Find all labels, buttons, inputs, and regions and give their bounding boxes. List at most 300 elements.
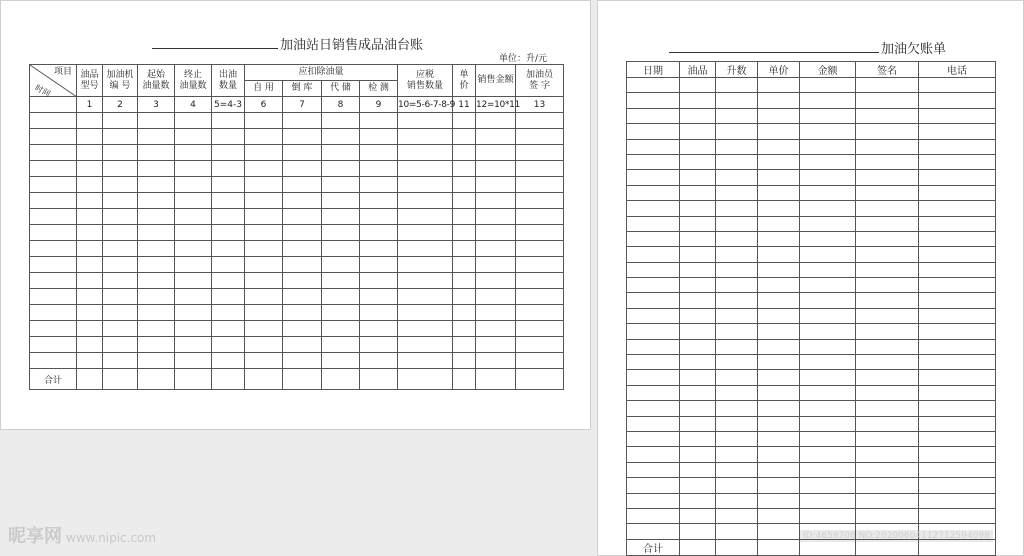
credit-cell[interactable] [627, 262, 680, 277]
credit-cell[interactable] [758, 493, 800, 508]
ledger-cell[interactable] [476, 177, 516, 193]
ledger-cell[interactable] [77, 129, 103, 145]
ledger-cell[interactable] [360, 305, 398, 321]
ledger-cell[interactable] [138, 161, 175, 177]
ledger-cell[interactable] [453, 209, 476, 225]
ledger-total-cell[interactable] [212, 369, 245, 390]
ledger-cell[interactable] [453, 353, 476, 369]
ledger-cell[interactable] [138, 337, 175, 353]
credit-cell[interactable] [758, 324, 800, 339]
ledger-cell[interactable] [103, 305, 138, 321]
credit-cell[interactable] [856, 170, 919, 185]
credit-total-cell[interactable] [716, 539, 758, 555]
credit-cell[interactable] [856, 93, 919, 108]
credit-cell[interactable] [627, 508, 680, 523]
ledger-cell[interactable] [516, 113, 564, 129]
ledger-cell[interactable] [283, 273, 322, 289]
credit-cell[interactable] [627, 355, 680, 370]
ledger-cell[interactable] [138, 209, 175, 225]
ledger-cell[interactable] [30, 321, 77, 337]
credit-cell[interactable] [758, 231, 800, 246]
credit-cell[interactable] [800, 278, 856, 293]
ledger-cell[interactable] [322, 305, 360, 321]
ledger-cell[interactable] [212, 353, 245, 369]
credit-cell[interactable] [856, 339, 919, 354]
credit-cell[interactable] [627, 124, 680, 139]
credit-cell[interactable] [716, 93, 758, 108]
credit-cell[interactable] [627, 462, 680, 477]
credit-cell[interactable] [758, 247, 800, 262]
credit-cell[interactable] [627, 154, 680, 169]
ledger-cell[interactable] [138, 353, 175, 369]
credit-cell[interactable] [680, 524, 716, 539]
ledger-cell[interactable] [398, 225, 453, 241]
credit-cell[interactable] [758, 262, 800, 277]
credit-cell[interactable] [800, 185, 856, 200]
credit-cell[interactable] [919, 124, 996, 139]
ledger-cell[interactable] [175, 337, 212, 353]
ledger-total-cell[interactable] [398, 369, 453, 390]
credit-cell[interactable] [800, 370, 856, 385]
credit-cell[interactable] [919, 201, 996, 216]
ledger-cell[interactable] [245, 225, 283, 241]
ledger-cell[interactable] [138, 145, 175, 161]
ledger-cell[interactable] [245, 289, 283, 305]
ledger-cell[interactable] [175, 273, 212, 289]
credit-cell[interactable] [680, 231, 716, 246]
credit-cell[interactable] [758, 154, 800, 169]
credit-cell[interactable] [919, 247, 996, 262]
ledger-cell[interactable] [476, 193, 516, 209]
credit-cell[interactable] [680, 201, 716, 216]
ledger-cell[interactable] [360, 337, 398, 353]
credit-cell[interactable] [680, 154, 716, 169]
ledger-cell[interactable] [30, 177, 77, 193]
credit-cell[interactable] [919, 324, 996, 339]
ledger-cell[interactable] [175, 305, 212, 321]
credit-cell[interactable] [919, 170, 996, 185]
ledger-cell[interactable] [516, 337, 564, 353]
credit-cell[interactable] [680, 278, 716, 293]
ledger-cell[interactable] [138, 129, 175, 145]
ledger-cell[interactable] [245, 305, 283, 321]
credit-cell[interactable] [716, 293, 758, 308]
ledger-cell[interactable] [103, 209, 138, 225]
ledger-cell[interactable] [322, 241, 360, 257]
ledger-cell[interactable] [516, 193, 564, 209]
credit-cell[interactable] [856, 278, 919, 293]
ledger-cell[interactable] [77, 225, 103, 241]
credit-cell[interactable] [680, 308, 716, 323]
ledger-cell[interactable] [103, 193, 138, 209]
credit-cell[interactable] [919, 108, 996, 123]
ledger-cell[interactable] [77, 193, 103, 209]
credit-cell[interactable] [856, 262, 919, 277]
ledger-cell[interactable] [322, 289, 360, 305]
ledger-cell[interactable] [360, 177, 398, 193]
ledger-cell[interactable] [398, 193, 453, 209]
credit-cell[interactable] [800, 416, 856, 431]
credit-cell[interactable] [680, 324, 716, 339]
ledger-cell[interactable] [245, 241, 283, 257]
credit-cell[interactable] [680, 370, 716, 385]
ledger-cell[interactable] [398, 337, 453, 353]
credit-cell[interactable] [800, 93, 856, 108]
credit-cell[interactable] [758, 124, 800, 139]
credit-cell[interactable] [919, 185, 996, 200]
ledger-cell[interactable] [212, 241, 245, 257]
ledger-cell[interactable] [245, 353, 283, 369]
ledger-cell[interactable] [516, 257, 564, 273]
ledger-cell[interactable] [30, 113, 77, 129]
ledger-cell[interactable] [138, 241, 175, 257]
credit-cell[interactable] [856, 385, 919, 400]
credit-cell[interactable] [856, 431, 919, 446]
credit-cell[interactable] [800, 431, 856, 446]
credit-cell[interactable] [680, 216, 716, 231]
credit-cell[interactable] [627, 78, 680, 93]
credit-cell[interactable] [856, 139, 919, 154]
ledger-cell[interactable] [516, 353, 564, 369]
ledger-cell[interactable] [283, 161, 322, 177]
ledger-cell[interactable] [476, 209, 516, 225]
credit-cell[interactable] [919, 508, 996, 523]
credit-cell[interactable] [919, 478, 996, 493]
credit-cell[interactable] [800, 339, 856, 354]
credit-cell[interactable] [758, 278, 800, 293]
credit-cell[interactable] [919, 355, 996, 370]
credit-cell[interactable] [758, 93, 800, 108]
ledger-cell[interactable] [103, 273, 138, 289]
ledger-cell[interactable] [516, 129, 564, 145]
credit-cell[interactable] [919, 493, 996, 508]
credit-cell[interactable] [758, 339, 800, 354]
ledger-cell[interactable] [212, 289, 245, 305]
ledger-cell[interactable] [360, 321, 398, 337]
ledger-cell[interactable] [398, 241, 453, 257]
credit-cell[interactable] [627, 339, 680, 354]
credit-cell[interactable] [919, 401, 996, 416]
ledger-cell[interactable] [175, 257, 212, 273]
ledger-total-cell[interactable] [453, 369, 476, 390]
credit-cell[interactable] [919, 154, 996, 169]
credit-cell[interactable] [680, 385, 716, 400]
credit-cell[interactable] [627, 493, 680, 508]
ledger-total-cell[interactable] [103, 369, 138, 390]
ledger-cell[interactable] [398, 145, 453, 161]
credit-cell[interactable] [856, 247, 919, 262]
ledger-cell[interactable] [30, 225, 77, 241]
credit-cell[interactable] [627, 524, 680, 539]
ledger-cell[interactable] [30, 289, 77, 305]
credit-cell[interactable] [680, 447, 716, 462]
ledger-cell[interactable] [283, 225, 322, 241]
credit-cell[interactable] [716, 262, 758, 277]
ledger-cell[interactable] [212, 129, 245, 145]
credit-cell[interactable] [758, 447, 800, 462]
ledger-cell[interactable] [516, 161, 564, 177]
ledger-cell[interactable] [398, 305, 453, 321]
credit-cell[interactable] [680, 493, 716, 508]
ledger-cell[interactable] [212, 161, 245, 177]
ledger-cell[interactable] [245, 257, 283, 273]
credit-cell[interactable] [627, 478, 680, 493]
ledger-cell[interactable] [103, 289, 138, 305]
ledger-cell[interactable] [476, 337, 516, 353]
ledger-total-cell[interactable] [322, 369, 360, 390]
ledger-cell[interactable] [212, 273, 245, 289]
credit-cell[interactable] [919, 93, 996, 108]
credit-cell[interactable] [758, 201, 800, 216]
credit-cell[interactable] [758, 462, 800, 477]
ledger-cell[interactable] [283, 209, 322, 225]
ledger-cell[interactable] [398, 209, 453, 225]
ledger-cell[interactable] [360, 145, 398, 161]
credit-cell[interactable] [919, 447, 996, 462]
credit-cell[interactable] [716, 401, 758, 416]
ledger-cell[interactable] [398, 161, 453, 177]
ledger-cell[interactable] [516, 273, 564, 289]
credit-cell[interactable] [716, 139, 758, 154]
ledger-cell[interactable] [283, 337, 322, 353]
ledger-cell[interactable] [245, 337, 283, 353]
credit-cell[interactable] [680, 170, 716, 185]
ledger-cell[interactable] [360, 161, 398, 177]
credit-cell[interactable] [856, 201, 919, 216]
credit-cell[interactable] [680, 401, 716, 416]
ledger-cell[interactable] [360, 289, 398, 305]
ledger-cell[interactable] [360, 257, 398, 273]
credit-cell[interactable] [680, 262, 716, 277]
credit-cell[interactable] [856, 293, 919, 308]
ledger-cell[interactable] [453, 305, 476, 321]
credit-cell[interactable] [716, 231, 758, 246]
credit-cell[interactable] [800, 124, 856, 139]
ledger-cell[interactable] [138, 289, 175, 305]
ledger-cell[interactable] [322, 337, 360, 353]
ledger-cell[interactable] [398, 257, 453, 273]
credit-cell[interactable] [758, 185, 800, 200]
ledger-cell[interactable] [30, 257, 77, 273]
credit-cell[interactable] [800, 462, 856, 477]
ledger-cell[interactable] [77, 305, 103, 321]
credit-cell[interactable] [716, 201, 758, 216]
credit-cell[interactable] [800, 508, 856, 523]
ledger-cell[interactable] [103, 257, 138, 273]
credit-cell[interactable] [800, 493, 856, 508]
ledger-cell[interactable] [360, 193, 398, 209]
credit-cell[interactable] [800, 247, 856, 262]
ledger-cell[interactable] [245, 113, 283, 129]
ledger-cell[interactable] [175, 113, 212, 129]
credit-cell[interactable] [919, 139, 996, 154]
ledger-cell[interactable] [360, 353, 398, 369]
credit-cell[interactable] [758, 293, 800, 308]
ledger-cell[interactable] [175, 129, 212, 145]
ledger-cell[interactable] [30, 193, 77, 209]
ledger-cell[interactable] [453, 321, 476, 337]
ledger-cell[interactable] [245, 273, 283, 289]
credit-cell[interactable] [627, 431, 680, 446]
credit-cell[interactable] [680, 339, 716, 354]
credit-cell[interactable] [800, 170, 856, 185]
ledger-cell[interactable] [103, 353, 138, 369]
credit-cell[interactable] [716, 308, 758, 323]
credit-cell[interactable] [758, 216, 800, 231]
credit-cell[interactable] [758, 78, 800, 93]
ledger-cell[interactable] [175, 241, 212, 257]
ledger-cell[interactable] [77, 289, 103, 305]
ledger-cell[interactable] [77, 161, 103, 177]
ledger-cell[interactable] [322, 257, 360, 273]
ledger-cell[interactable] [322, 177, 360, 193]
ledger-cell[interactable] [476, 257, 516, 273]
credit-cell[interactable] [680, 355, 716, 370]
ledger-cell[interactable] [516, 321, 564, 337]
credit-cell[interactable] [856, 355, 919, 370]
ledger-cell[interactable] [283, 257, 322, 273]
ledger-cell[interactable] [212, 257, 245, 273]
credit-cell[interactable] [800, 308, 856, 323]
credit-cell[interactable] [716, 170, 758, 185]
ledger-cell[interactable] [453, 113, 476, 129]
credit-cell[interactable] [856, 447, 919, 462]
ledger-cell[interactable] [476, 321, 516, 337]
ledger-cell[interactable] [138, 321, 175, 337]
ledger-cell[interactable] [138, 305, 175, 321]
credit-cell[interactable] [856, 308, 919, 323]
credit-cell[interactable] [919, 462, 996, 477]
ledger-cell[interactable] [453, 177, 476, 193]
ledger-cell[interactable] [398, 353, 453, 369]
credit-cell[interactable] [758, 524, 800, 539]
credit-cell[interactable] [856, 401, 919, 416]
credit-cell[interactable] [856, 231, 919, 246]
ledger-cell[interactable] [212, 177, 245, 193]
credit-cell[interactable] [919, 308, 996, 323]
credit-cell[interactable] [800, 478, 856, 493]
credit-cell[interactable] [627, 385, 680, 400]
credit-cell[interactable] [680, 139, 716, 154]
ledger-cell[interactable] [77, 273, 103, 289]
ledger-cell[interactable] [175, 289, 212, 305]
ledger-cell[interactable] [30, 129, 77, 145]
ledger-cell[interactable] [516, 241, 564, 257]
ledger-cell[interactable] [245, 193, 283, 209]
ledger-cell[interactable] [398, 129, 453, 145]
ledger-cell[interactable] [103, 241, 138, 257]
credit-cell[interactable] [627, 170, 680, 185]
credit-cell[interactable] [919, 339, 996, 354]
credit-cell[interactable] [680, 78, 716, 93]
credit-cell[interactable] [800, 401, 856, 416]
credit-cell[interactable] [758, 431, 800, 446]
ledger-cell[interactable] [138, 177, 175, 193]
credit-cell[interactable] [856, 416, 919, 431]
ledger-cell[interactable] [175, 353, 212, 369]
ledger-cell[interactable] [77, 353, 103, 369]
ledger-cell[interactable] [283, 113, 322, 129]
credit-cell[interactable] [716, 370, 758, 385]
credit-cell[interactable] [856, 478, 919, 493]
ledger-cell[interactable] [322, 273, 360, 289]
ledger-cell[interactable] [245, 145, 283, 161]
ledger-cell[interactable] [103, 129, 138, 145]
ledger-cell[interactable] [453, 193, 476, 209]
ledger-cell[interactable] [516, 145, 564, 161]
credit-cell[interactable] [680, 93, 716, 108]
credit-cell[interactable] [627, 247, 680, 262]
credit-cell[interactable] [680, 508, 716, 523]
ledger-cell[interactable] [30, 241, 77, 257]
credit-cell[interactable] [800, 447, 856, 462]
ledger-total-cell[interactable] [245, 369, 283, 390]
credit-cell[interactable] [716, 216, 758, 231]
ledger-cell[interactable] [453, 129, 476, 145]
ledger-cell[interactable] [77, 337, 103, 353]
ledger-cell[interactable] [476, 161, 516, 177]
ledger-cell[interactable] [322, 129, 360, 145]
credit-cell[interactable] [758, 385, 800, 400]
credit-cell[interactable] [716, 324, 758, 339]
credit-cell[interactable] [800, 355, 856, 370]
credit-cell[interactable] [627, 324, 680, 339]
ledger-cell[interactable] [30, 145, 77, 161]
credit-cell[interactable] [627, 370, 680, 385]
ledger-cell[interactable] [103, 321, 138, 337]
credit-cell[interactable] [627, 401, 680, 416]
credit-cell[interactable] [758, 108, 800, 123]
ledger-cell[interactable] [283, 321, 322, 337]
credit-cell[interactable] [758, 401, 800, 416]
ledger-cell[interactable] [398, 177, 453, 193]
ledger-cell[interactable] [212, 209, 245, 225]
ledger-cell[interactable] [245, 161, 283, 177]
credit-cell[interactable] [758, 308, 800, 323]
ledger-cell[interactable] [175, 193, 212, 209]
credit-cell[interactable] [716, 524, 758, 539]
credit-cell[interactable] [680, 416, 716, 431]
credit-cell[interactable] [800, 78, 856, 93]
credit-cell[interactable] [680, 478, 716, 493]
ledger-cell[interactable] [212, 145, 245, 161]
ledger-cell[interactable] [30, 337, 77, 353]
credit-cell[interactable] [800, 201, 856, 216]
ledger-cell[interactable] [212, 305, 245, 321]
credit-cell[interactable] [716, 78, 758, 93]
credit-cell[interactable] [919, 278, 996, 293]
ledger-cell[interactable] [453, 337, 476, 353]
credit-cell[interactable] [856, 493, 919, 508]
credit-cell[interactable] [919, 370, 996, 385]
ledger-cell[interactable] [77, 113, 103, 129]
ledger-cell[interactable] [322, 161, 360, 177]
credit-cell[interactable] [856, 462, 919, 477]
ledger-cell[interactable] [360, 273, 398, 289]
ledger-cell[interactable] [103, 145, 138, 161]
ledger-cell[interactable] [516, 289, 564, 305]
ledger-cell[interactable] [453, 273, 476, 289]
ledger-cell[interactable] [476, 305, 516, 321]
ledger-total-cell[interactable] [77, 369, 103, 390]
ledger-cell[interactable] [175, 177, 212, 193]
credit-cell[interactable] [856, 108, 919, 123]
ledger-cell[interactable] [453, 289, 476, 305]
credit-cell[interactable] [680, 124, 716, 139]
credit-cell[interactable] [680, 185, 716, 200]
ledger-cell[interactable] [103, 177, 138, 193]
ledger-cell[interactable] [175, 145, 212, 161]
